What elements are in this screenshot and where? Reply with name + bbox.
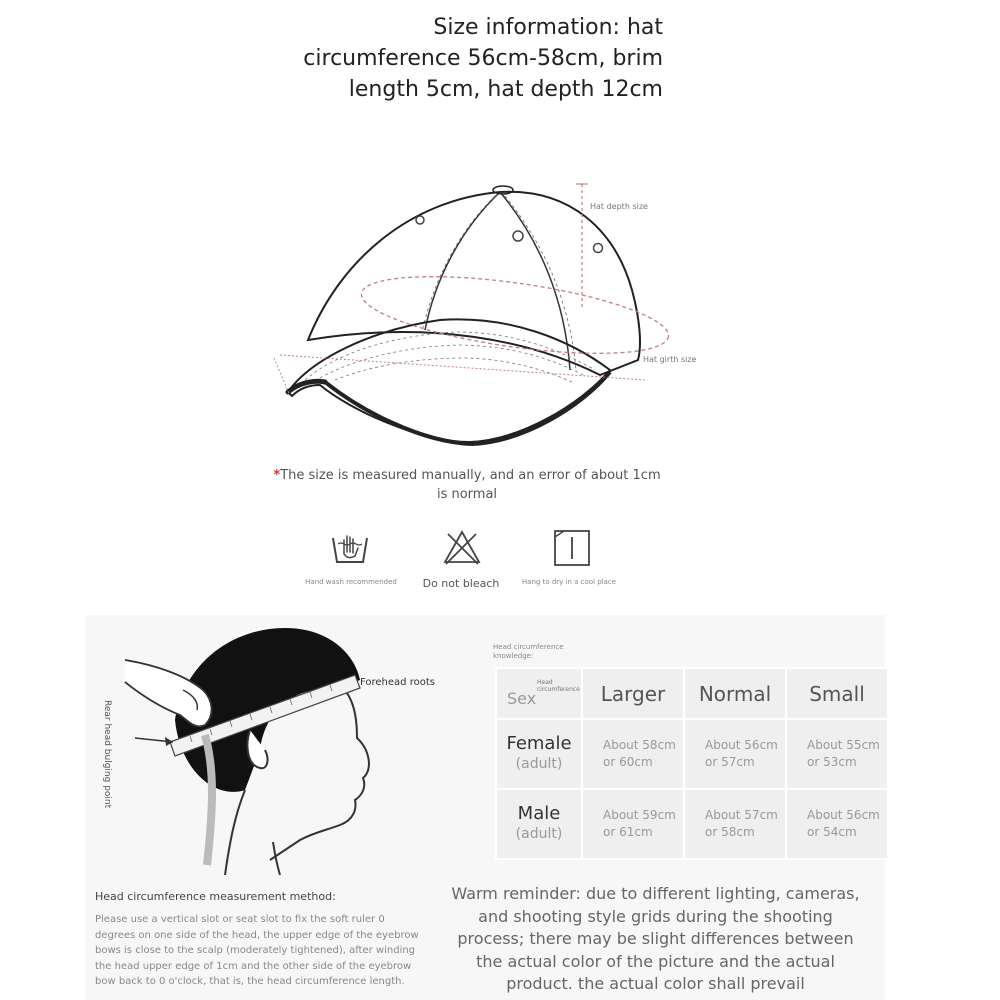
corner-small-label (537, 679, 580, 693)
head-profile-icon (95, 620, 445, 875)
cell-line: About 59cm (603, 808, 676, 822)
table-row (496, 789, 888, 859)
warm-reminder: Warm reminder: due to different lighting, cameras, and shooting style grids during the shooting process; there may be slight differences between the actual color of the picture and the actual product. the actual color shall prevail (451, 884, 860, 993)
head-circumference-table (495, 667, 889, 860)
cell-line: About 57cm (705, 808, 778, 822)
cell-line: About 56cm (705, 738, 778, 752)
row-header-sub: (adult) (515, 756, 563, 772)
no-bleach-icon (442, 528, 482, 568)
forehead-label: Forehead roots (360, 677, 435, 688)
head-measurement-diagram (95, 620, 445, 875)
column-header-small: Small (786, 668, 888, 719)
cell-male-small (786, 789, 888, 859)
cell-female-small (786, 719, 888, 789)
cell-male-larger (582, 789, 684, 859)
method-body: Please use a vertical slot or seat slot to fix the soft ruler 0 degrees on one side of the head, the upper edge of the eyebrow bows is close to the scalp (moderately tightened), after winding the head upper edge of 1cm and the other side of the eyebrow bow back to 0 o'clock, that is, the head circumference length. (95, 914, 419, 987)
cell-line: or 54cm (807, 825, 857, 839)
measurement-note (262, 466, 672, 504)
size-information (290, 12, 663, 105)
corner-small-line-2: circumference (537, 686, 580, 693)
cell-line: or 58cm (705, 825, 755, 839)
hang-dry-icon (552, 528, 592, 568)
table-caption-line-1: Head circumference (493, 643, 564, 651)
corner-sex-label: Sex (507, 689, 537, 708)
cap-diagram (260, 170, 730, 460)
table-header-row (496, 668, 888, 719)
cell-female-larger (582, 719, 684, 789)
corner-small-line-1: Head (537, 679, 553, 686)
table-caption (493, 643, 583, 661)
cell-line: or 61cm (603, 825, 653, 839)
cell-line: or 53cm (807, 755, 857, 769)
row-header-male (496, 789, 582, 859)
size-info-line-1: Size information: hat (433, 15, 663, 40)
hang-dry-label: Hang to dry in a cool place (521, 578, 617, 586)
cell-line: or 60cm (603, 755, 653, 769)
hand-wash-label: Hand wash recommended (305, 578, 397, 586)
corner-cell (496, 668, 582, 719)
hand-wash-icon (330, 528, 370, 568)
row-header-name: Male (517, 803, 561, 824)
cell-line: About 55cm (807, 738, 880, 752)
note-line-1: The size is measured manually, and an error of about 1cm (280, 468, 661, 483)
asterisk-icon: * (273, 468, 281, 483)
cell-female-normal (684, 719, 786, 789)
method-title: Head circumference measurement method: (95, 890, 336, 903)
rear-head-label: Rear head bulging point (102, 700, 112, 809)
note-line-2: is normal (436, 487, 498, 502)
cell-line: About 56cm (807, 808, 880, 822)
cell-line: About 58cm (603, 738, 676, 752)
column-header-normal: Normal (684, 668, 786, 719)
cell-male-normal (684, 789, 786, 859)
size-info-line-2: circumference 56cm-58cm, brim (303, 46, 663, 71)
baseball-cap-icon (260, 170, 730, 460)
row-header-sub: (adult) (515, 826, 563, 842)
row-header-female (496, 719, 582, 789)
no-bleach-label: Do not bleach (422, 577, 500, 590)
table-caption-line-2: knowledge: (493, 652, 534, 660)
size-info-line-3: length 5cm, hat depth 12cm (348, 77, 663, 102)
table-row (496, 719, 888, 789)
cell-line: or 57cm (705, 755, 755, 769)
row-header-name: Female (506, 733, 572, 754)
column-header-larger: Larger (582, 668, 684, 719)
hat-girth-label: Hat girth size (643, 355, 697, 364)
hat-depth-label: Hat depth size (590, 202, 648, 211)
